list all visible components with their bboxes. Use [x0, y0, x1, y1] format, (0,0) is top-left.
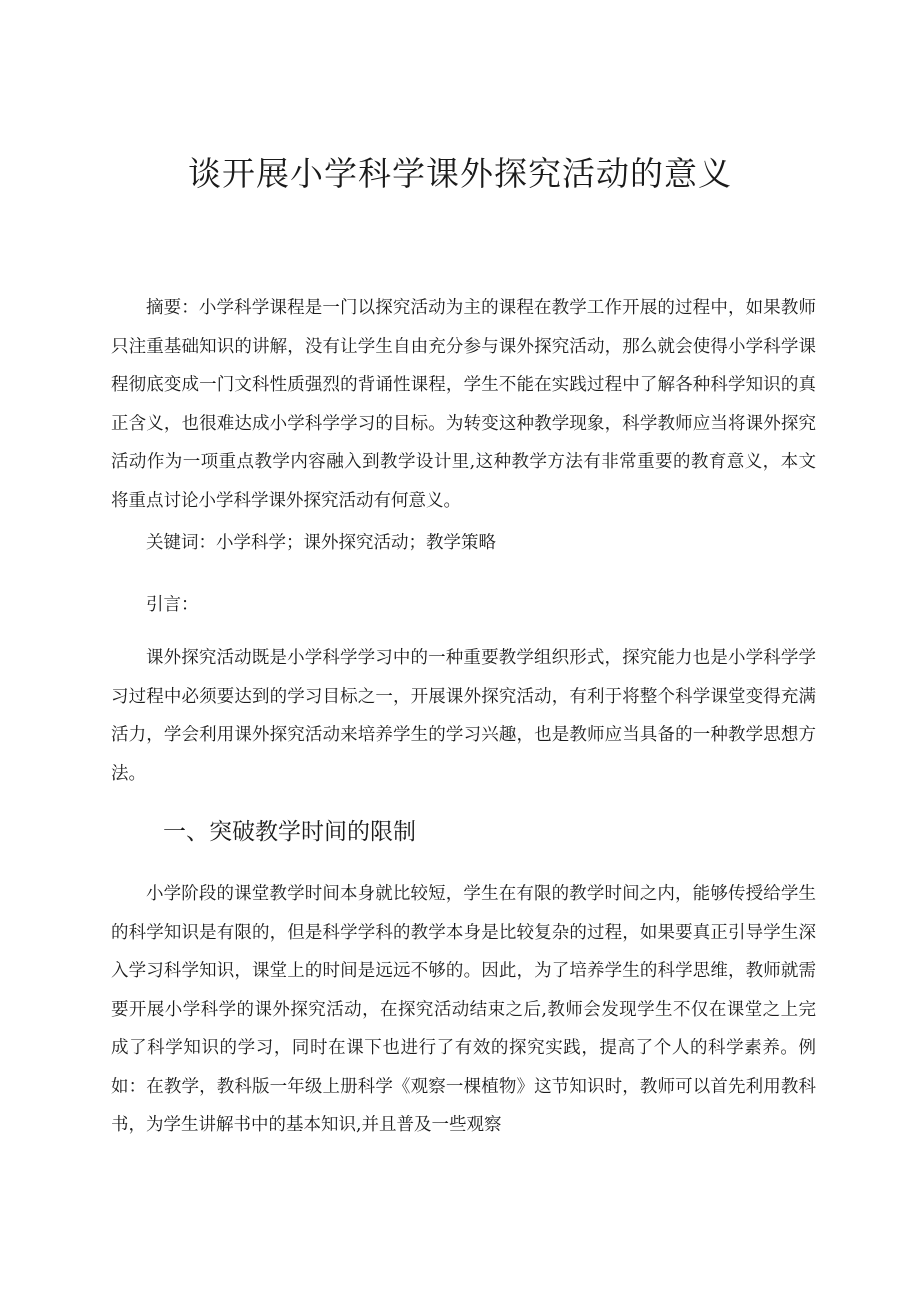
section-heading: 一、突破教学时间的限制: [163, 819, 416, 845]
keywords-block: [111, 524, 816, 563]
intro-block: [111, 639, 816, 793]
document-title: 谈开展小学科学课外探究活动的意义: [188, 154, 732, 193]
intro-label-block: [111, 586, 816, 625]
section-body: [111, 875, 816, 1145]
abstract-block: [111, 289, 816, 520]
section-paragraph: 小学阶段的课堂教学时间本身就比较短，学生在有限的教学时间之内，能够传授给学生的科学知识是有限的，但是科学学科的教学本身是比较复杂的过程，如果要真正引导学生深入学习科学知识，课堂上的时间是远远不够的。因此，为了培养学生的科学思维，教师就需要开展小学科学的课外探究活动，在探究活动结束之后,教师会发现学生不仅在课堂之上完成了科学知识的学习，同时在课下也进行了有效的探究实践，提高了个人的科学素养。例如：在教学，教科版一年级上册科学《观察一棵植物》这节知识时，教师可以首先利用教科书，为学生讲解书中的基本知识,并且普及一些观察: [111, 884, 816, 1135]
keywords-paragraph: 关键词：小学科学；课外探究活动；教学策略: [146, 533, 496, 553]
abstract-paragraph: 摘要：小学科学课程是一门以探究活动为主的课程在教学工作开展的过程中，如果教师只注重基础知识的讲解，没有让学生自由充分参与课外探究活动，那么就会使得小学科学课程彻底变成一门文科性质强烈的背诵性课程，学生不能在实践过程中了解各种科学知识的真正含义，也很难达成小学科学学习的目标。为转变这种教学现象，科学教师应当将课外探究活动作为一项重点教学内容融入到教学设计里,这种教学方法有非常重要的教育意义，本文将重点讨论小学科学课外探究活动有何意义。: [111, 298, 816, 511]
intro-label: 引言：: [146, 595, 199, 615]
intro-paragraph: 课外探究活动既是小学科学学习中的一种重要教学组织形式，探究能力也是小学科学学习过程中必须要达到的学习目标之一，开展课外探究活动，有利于将整个科学课堂变得充满活力，学会利用课外探究活动来培养学生的学习兴趣，也是教师应当具备的一种教学思想方法。: [111, 648, 816, 784]
